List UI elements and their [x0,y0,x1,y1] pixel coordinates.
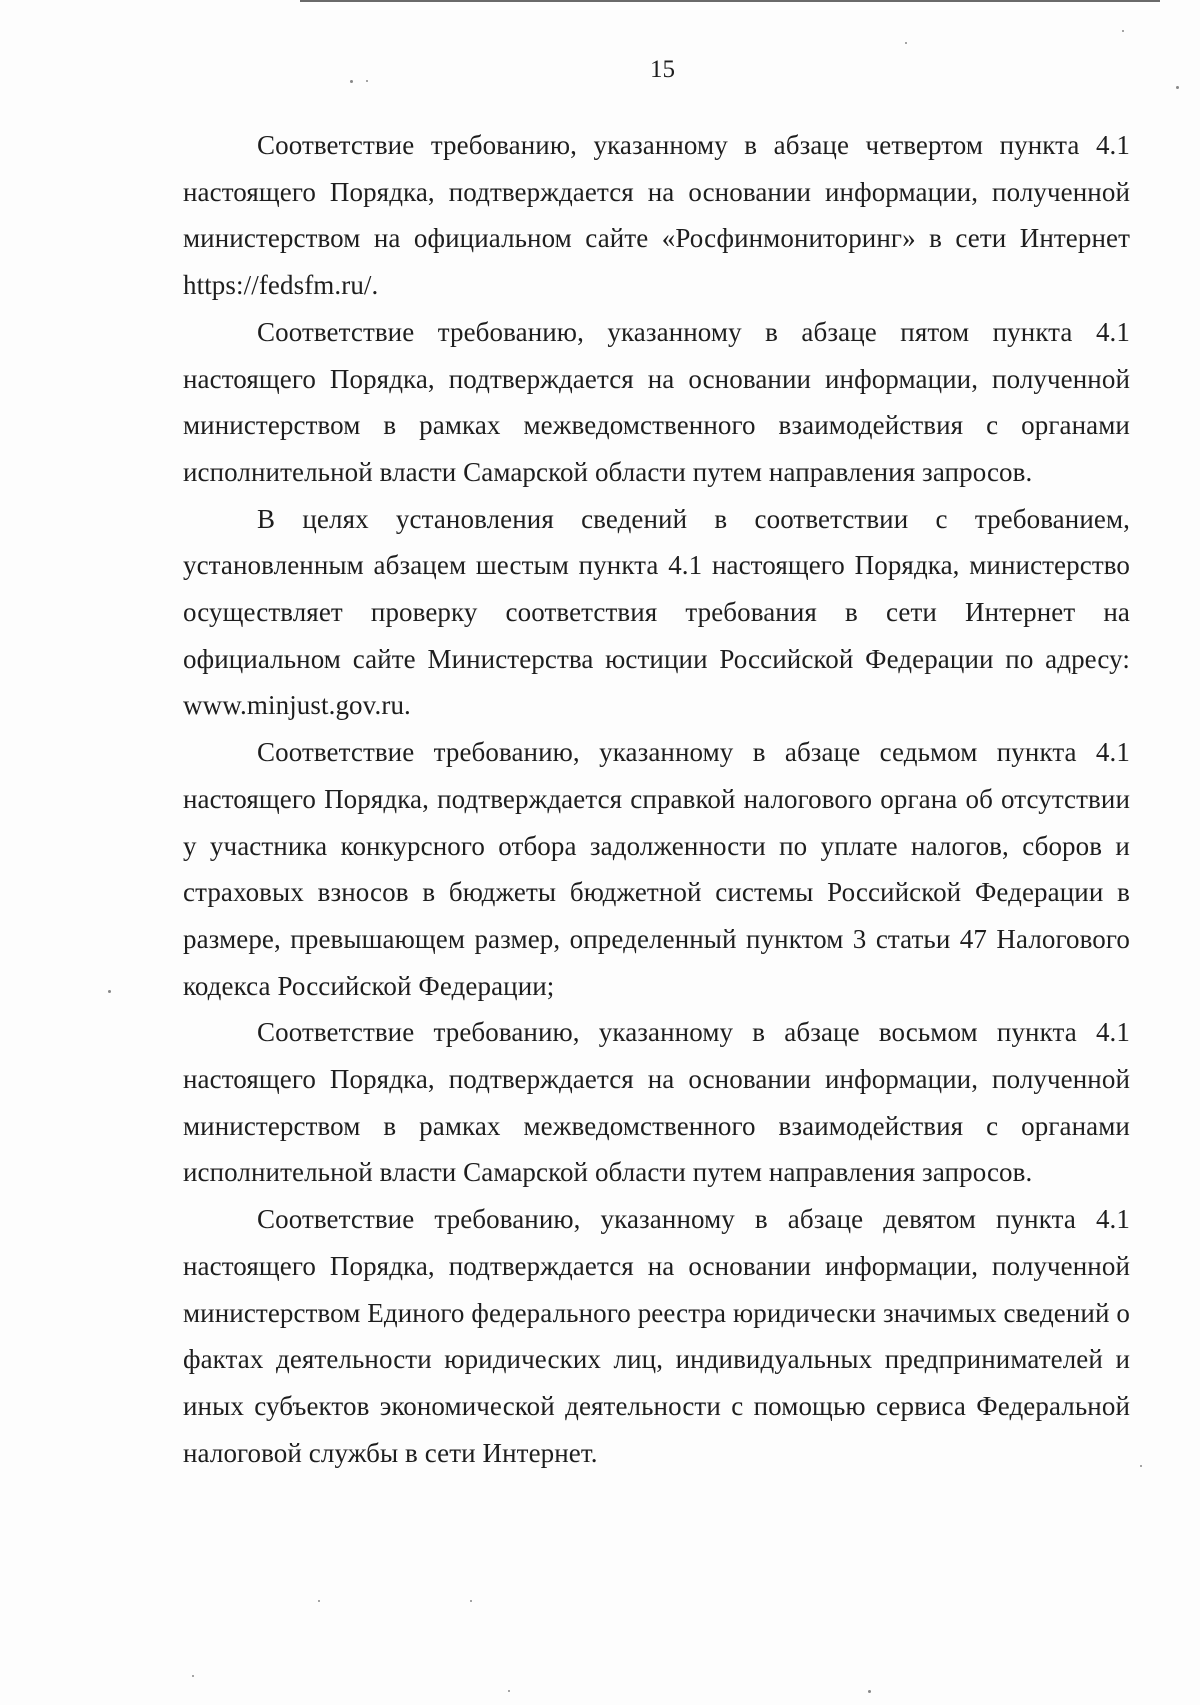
page-number: 15 [650,56,675,83]
paragraph-7th-clause: Соответствие требованию, указанному в абзаце седьмом пункта 4.1 настоящего Порядка, подтверждается справкой налогового органа об отсутствии у участника конкурсного отбора задолженности по уплате налогов, сборов и страховых взносов в бюджеты бюджетной системы Российской Федерации в размере, превышающем размер, определенный пунктом 3 статьи 47 Налогового кодекса Российской Федерации; [183,737,1130,1001]
scan-speck [192,1675,194,1677]
scan-speck [508,1690,510,1692]
paragraph-9th-clause: Соответствие требованию, указанному в абзаце девятом пункта 4.1 настоящего Порядка, подтверждается на основании информации, полученной министерством Единого федерального реестра юридически значимых сведений о фактах деятельности юридических лиц, индивидуальных предпринимателей и иных субъектов экономической деятельности с помощью сервиса Федеральной налоговой службы в сети Интернет. [183,1204,1130,1468]
scan-speck [318,1600,320,1602]
paragraph-4th-clause: Соответствие требованию, указанному в абзаце четвертом пункта 4.1 настоящего Порядка, подтверждается на основании информации, полученной министерством на официальном сайте «Росфинмониторинг» в сети Интернет https://fedsfm.ru/. [183,130,1130,301]
paragraph-5th-clause: Соответствие требованию, указанному в абзаце пятом пункта 4.1 настоящего Порядка, подтверждается на основании информации, полученной министерством в рамках межведомственного взаимодействия с органами исполнительной власти Самарской области путем направления запросов. [183,316,1130,487]
scan-speck [470,1600,472,1602]
scan-speck [108,990,111,993]
scan-speck [350,80,353,83]
scan-speck [366,80,368,82]
scan-speck [1176,86,1179,89]
scan-speck [1140,1465,1142,1467]
scan-speck [1122,30,1124,32]
document-body [183,122,1130,1476]
scan-speck [905,42,907,44]
scan-top-edge [300,0,1160,2]
scan-speck [868,1690,871,1693]
paragraph-6th-clause: В целях установления сведений в соответствии с требованием, установленным абзацем шестым пункта 4.1 настоящего Порядка, министерство осуществляет проверку соответствия требования в сети Интернет на официальном сайте Министерства юстиции Российской Федерации по адресу: www.minjust.gov.ru. [183,503,1130,721]
paragraph-8th-clause: Соответствие требованию, указанному в абзаце восьмом пункта 4.1 настоящего Порядка, подтверждается на основании информации, полученной министерством в рамках межведомственного взаимодействия с органами исполнительной власти Самарской области путем направления запросов. [183,1017,1130,1188]
